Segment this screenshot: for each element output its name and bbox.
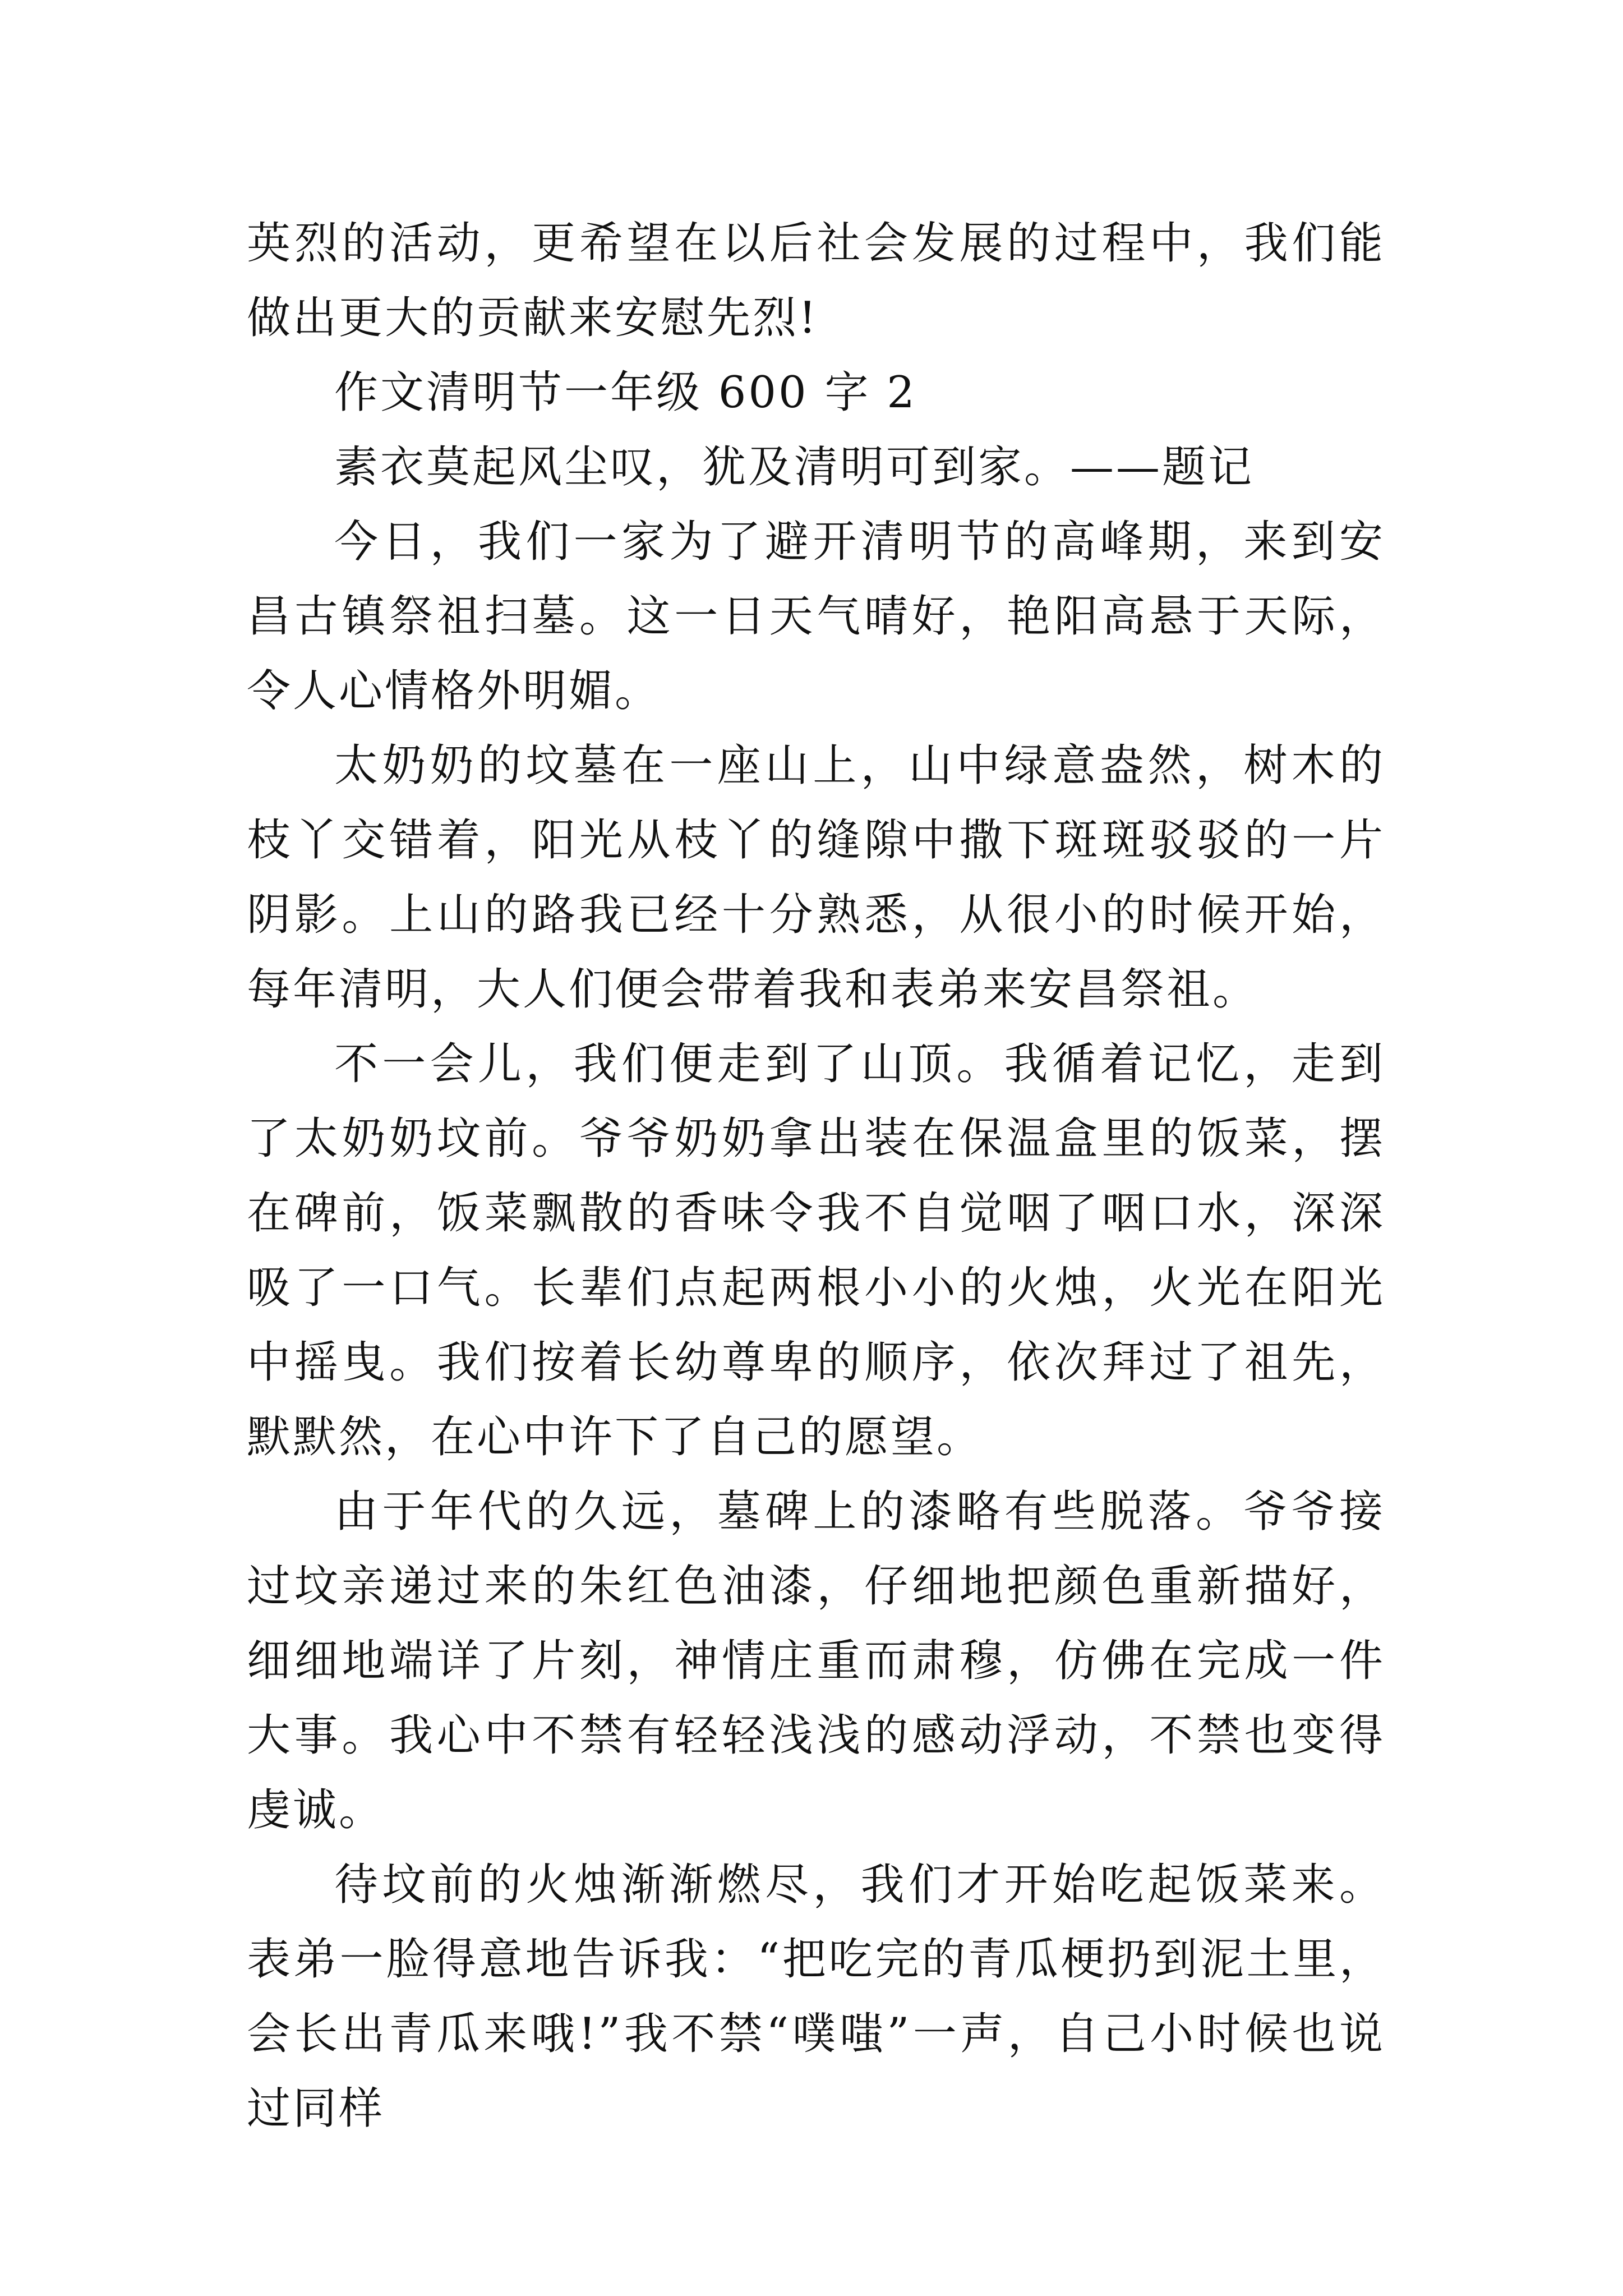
epigraph: 素衣莫起风尘叹，犹及清明可到家。——题记 [334, 442, 1255, 493]
paragraph: 由于年代的久远，墓碑上的漆略有些脱落。爷爷接过坟亲递过来的朱红色油漆，仔细地把颜色重新描好，细细地端详了片刻，神情庄重而肃穆，仿佛在完成一件大事。我心中不禁有轻轻浅浅的感动浮动，不禁也变得虔诚。 [247, 1487, 1385, 1835]
paragraph: 今日，我们一家为了避开清明节的高峰期，来到安昌古镇祭祖扫墓。这一日天气晴好，艳阳高悬于天际，令人心情格外明媚。 [247, 517, 1385, 716]
paragraph: 太奶奶的坟墓在一座山上，山中绿意盎然，树木的枝丫交错着，阳光从枝丫的缝隙中撒下斑斑驳驳的一片阴影。上山的路我已经十分熟悉，从很小的时候开始，每年清明，大人们便会带着我和表弟来安昌祭祖。 [247, 740, 1385, 1015]
essay-body [247, 206, 1385, 2146]
paragraph: 待坟前的火烛渐渐燃尽，我们才开始吃起饭菜来。表弟一脸得意地告诉我：“把吃完的青瓜梗扔到泥土里，会长出青瓜来哦!”我不禁“噗嗤”一声，自己小时候也说过同样 [247, 1860, 1385, 2134]
paragraph-continuation: 英烈的活动，更希望在以后社会发展的过程中，我们能做出更大的贡献来安慰先烈! [247, 218, 1385, 343]
essay-title: 作文清明节一年级 600 字 2 [334, 367, 917, 418]
paragraph: 不一会儿，我们便走到了山顶。我循着记忆，走到了太奶奶坟前。爷爷奶奶拿出装在保温盒里的饭菜，摆在碑前，饭菜飘散的香味令我不自觉咽了咽口水，深深吸了一口气。长辈们点起两根小小的火烛，火光在阳光中摇曳。我们按着长幼尊卑的顺序，依次拜过了祖先，默默然，在心中许下了自己的愿望。 [247, 1039, 1385, 1462]
